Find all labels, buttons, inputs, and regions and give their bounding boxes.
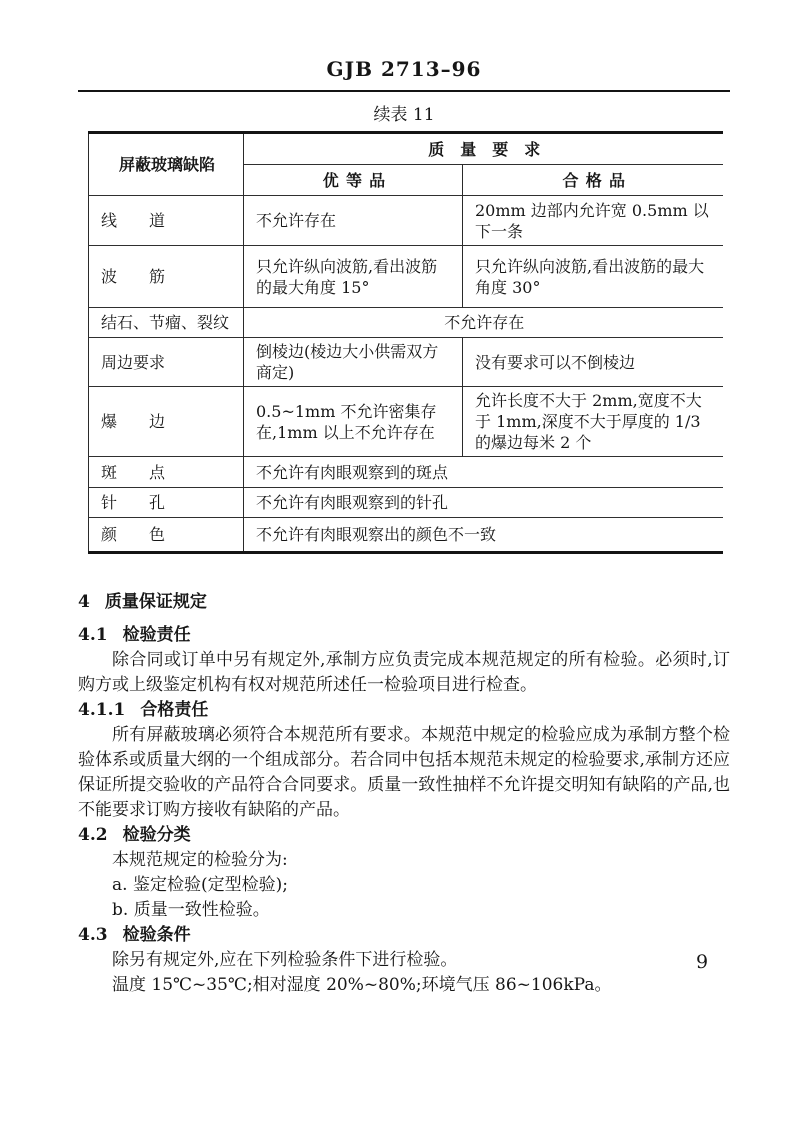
qualified-requirement: 没有要求可以不倒棱边	[475, 352, 636, 372]
table-row	[89, 488, 723, 518]
qualified-requirement: 允许长度不大于 2mm,宽度不大于 1mm,深度不大于厚度的 1/3 的爆边每米 2 个	[475, 391, 702, 452]
qualified-requirement: 只允许纵向波筋,看出波筋的最大角度 30°	[475, 256, 705, 297]
merged-requirement: 不允许有肉眼观察出的颜色不一致	[256, 525, 497, 544]
section-number: 4.3	[78, 925, 108, 945]
section-4-heading	[78, 590, 730, 615]
defect-name: 针 孔	[89, 488, 244, 518]
defect-name: 斑 点	[89, 457, 244, 488]
list-item-b: b. 质量一致性检验。	[112, 900, 270, 920]
section-title: 检验条件	[122, 925, 191, 945]
merged-requirement: 不允许有肉眼观察到的斑点	[256, 462, 449, 482]
table-row	[89, 338, 723, 387]
table-row	[89, 457, 723, 488]
defect-name: 结石、节瘤、裂纹	[89, 308, 244, 338]
section-4-1-heading	[78, 623, 730, 648]
page-number: 9	[696, 951, 709, 973]
section-number: 4.2	[78, 825, 108, 845]
defect-name: 颜 色	[89, 518, 244, 553]
section-4-1-1-heading	[78, 698, 730, 723]
quality-requirements-header: 质量要求	[428, 139, 557, 159]
section-4-2-heading	[78, 823, 730, 848]
section-title: 检验分类	[122, 825, 191, 845]
defect-column-header: 屏蔽玻璃缺陷	[89, 133, 244, 196]
section-number: 4.1.1	[78, 700, 126, 720]
section-number: 4.1	[78, 625, 108, 645]
paragraph-4-3-line1: 除另有规定外,应在下列检验条件下进行检验。	[112, 950, 458, 970]
paragraph-4-1: 除合同或订单中另有规定外,承制方应负责完成本规范规定的所有检验。必须时,订购方或上级鉴定机构有权对规范所述任一检验项目进行检查。	[78, 650, 730, 695]
paragraph-4-2-intro: 本规范规定的检验分为:	[112, 850, 288, 870]
section-title: 质量保证规定	[104, 592, 207, 612]
section-4-3-heading	[78, 923, 730, 948]
premium-requirement: 倒棱边(棱边大小供需双方商定)	[244, 338, 463, 387]
defect-name: 周边要求	[89, 338, 244, 387]
table-row	[89, 518, 723, 553]
defect-name: 线 道	[89, 196, 244, 246]
section-title: 合格责任	[140, 700, 209, 720]
merged-requirement: 不允许有肉眼观察到的针孔	[256, 493, 449, 512]
table-row	[89, 246, 723, 308]
table-row	[89, 196, 723, 246]
premium-requirement: 0.5~1mm 不允许密集存在,1mm 以上不允许存在	[244, 387, 463, 457]
defects-table	[88, 131, 723, 554]
table-row	[89, 387, 723, 457]
grade-premium-header: 优等品	[244, 165, 463, 196]
table-row	[89, 308, 723, 338]
defect-name: 爆 边	[89, 387, 244, 457]
premium-requirement: 不允许存在	[244, 196, 463, 246]
paragraph-4-1-1: 所有屏蔽玻璃必须符合本规范所有要求。本规范中规定的检验应成为承制方整个检验体系或质量大纲的一个组成部分。若合同中包括本规范未规定的检验要求,承制方还应保证所提交验收的产品符合合同要求。质量一致性抽样不允许提交明知有缺陷的产品,也不能要求订购方接收有缺陷的产品。	[78, 725, 730, 820]
merged-requirement: 不允许存在	[444, 313, 525, 332]
premium-requirement: 只允许纵向波筋,看出波筋的最大角度 15°	[244, 246, 463, 308]
grade-qualified-header: 合格品	[562, 170, 633, 190]
table-caption: 续表 11	[373, 105, 435, 125]
section-title: 检验责任	[122, 625, 191, 645]
paragraph-4-3-line2: 温度 15℃~35℃;相对湿度 20%~80%;环境气压 86~106kPa。	[112, 975, 612, 995]
list-item-a: a. 鉴定检验(定型检验);	[112, 875, 288, 895]
section-number: 4	[78, 592, 90, 612]
doc-number: GJB 2713–96	[326, 57, 482, 81]
header-rule	[78, 90, 730, 92]
defect-name: 波 筋	[89, 246, 244, 308]
qualified-requirement: 20mm 边部内允许宽 0.5mm 以下一条	[475, 200, 709, 241]
